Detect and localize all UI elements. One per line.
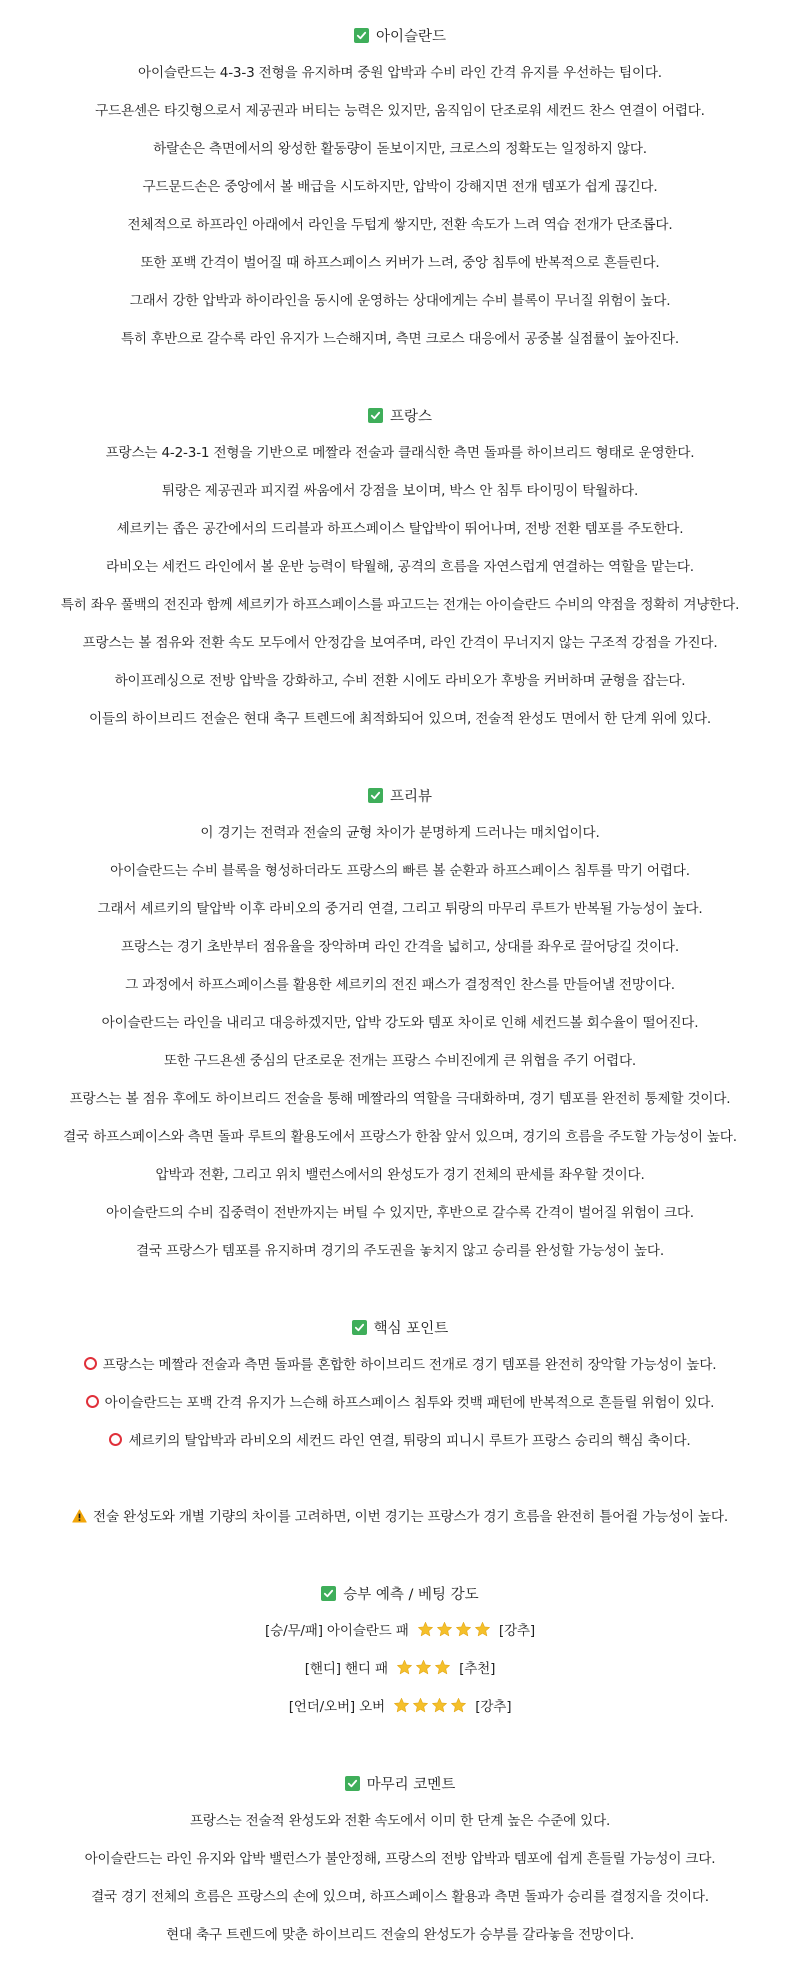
check-icon (345, 1776, 360, 1791)
section-closing (0, 1764, 800, 1954)
section-title-prediction (0, 1574, 800, 1612)
paragraph-line: 구드문드손은 중앙에서 볼 배급을 시도하지만, 압박이 강해지면 전개 템포가 쉽게 끊긴다. (142, 179, 658, 195)
paragraph-line: 압박과 전환, 그리고 위치 밸런스에서의 완성도가 경기 전체의 판세를 좌우할 것이다. (155, 1167, 645, 1183)
pick-label: [언더/오버] 오버 (288, 1699, 385, 1715)
paragraph-line: 결국 프랑스가 템포를 유지하며 경기의 주도권을 놓치지 않고 승리를 완성할 가능성이 높다. (136, 1243, 664, 1259)
key-point-item (0, 1346, 800, 1384)
paragraph-line: 아이슬란드는 4-3-3 전형을 유지하며 중원 압박과 수비 라인 간격 유지를 우선하는 팀이다. (138, 65, 662, 81)
paragraph-line: 이들의 하이브리드 전술은 현대 축구 트렌드에 최적화되어 있으며, 전술적 완성도 면에서 한 단계 위에 있다. (89, 711, 711, 727)
star-icon (396, 1653, 413, 1670)
warning-icon (72, 1500, 87, 1538)
star-rating (395, 1661, 452, 1677)
check-icon (368, 788, 383, 803)
paragraph-line: 그 과정에서 하프스페이스를 활용한 셰르키의 전진 패스가 결정적인 찬스를 만들어낼 전망이다. (125, 977, 675, 993)
warning-text: 전술 완성도와 개별 기량의 차이를 고려하면, 이번 경기는 프랑스가 경기 흐름을 완전히 틀어쥘 가능성이 높다. (93, 1509, 728, 1525)
heading-text: 프랑스 (389, 408, 433, 425)
paragraph-line: 그래서 셰르키의 탈압박 이후 라비오의 중거리 연결, 그리고 튀랑의 마무리 루트가 반복될 가능성이 높다. (97, 901, 703, 917)
paragraph-line: 그래서 강한 압박과 하이라인을 동시에 운영하는 상대에게는 수비 블록이 무너질 위험이 높다. (129, 293, 671, 309)
red-circle-icon (109, 1433, 122, 1446)
paragraph-line: 프랑스는 볼 점유와 전환 속도 모두에서 안정감을 보여주며, 라인 간격이 무너지지 않는 구조적 강점을 가진다. (82, 635, 718, 651)
section-title-closing (0, 1764, 800, 1802)
section-title-iceland (0, 16, 800, 54)
key-point-item (0, 1384, 800, 1422)
paragraph-line: 아이슬란드는 수비 블록을 형성하더라도 프랑스의 빠른 볼 순환과 하프스페이스 침투를 막기 어렵다. (110, 863, 690, 879)
check-icon (368, 408, 383, 423)
red-circle-icon (86, 1395, 99, 1408)
star-rating (416, 1623, 492, 1639)
section-gap (0, 358, 800, 396)
star-icon (434, 1653, 451, 1670)
key-point-text: 셰르키의 탈압박과 라비오의 세컨드 라인 연결, 튀랑의 피니시 루트가 프랑스 승리의 핵심 축이다. (128, 1433, 691, 1449)
heading-text: 프리뷰 (389, 788, 433, 805)
pick-label: [승/무/패] 아이슬란드 패 (265, 1623, 409, 1639)
paragraph-line: 프랑스는 경기 초반부터 점유율을 장악하며 라인 간격을 넓히고, 상대를 좌우로 끌어당길 것이다. (121, 939, 679, 955)
paragraph-line: 또한 포백 간격이 벌어질 때 하프스페이스 커버가 느려, 중앙 침투에 반복적으로 흔들린다. (140, 255, 660, 271)
heading-text: 핵심 포인트 (373, 1320, 449, 1337)
paragraph-line: 하이프레싱으로 전방 압박을 강화하고, 수비 전환 시에도 라비오가 후방을 커버하며 균형을 잡는다. (114, 673, 686, 689)
star-icon (417, 1615, 434, 1632)
paragraph-line: 또한 구드욘센 중심의 단조로운 전개는 프랑스 수비진에게 큰 위협을 주기 어렵다. (163, 1053, 637, 1069)
section-prediction (0, 1574, 800, 1726)
section-title-preview (0, 776, 800, 814)
star-rating (392, 1699, 468, 1715)
key-point-text: 아이슬란드는 포백 간격 유지가 느슨해 하프스페이스 침투와 컷백 패턴에 반복적으로 흔들릴 위험이 있다. (104, 1395, 715, 1411)
pick-grade: [강추] (475, 1699, 512, 1715)
warning-line (0, 1498, 800, 1536)
paragraph-line: 특히 좌우 풀백의 전진과 함께 셰르키가 하프스페이스를 파고드는 전개는 아이슬란드 수비의 약점을 정확히 겨냥한다. (60, 597, 740, 613)
check-icon (321, 1586, 336, 1601)
star-icon (393, 1691, 410, 1708)
section-gap (0, 1270, 800, 1308)
check-icon (352, 1320, 367, 1335)
pick-grade: [추천] (459, 1661, 496, 1677)
star-icon (455, 1615, 472, 1632)
section-warning (0, 1498, 800, 1536)
section-preview (0, 776, 800, 1270)
section-title-france (0, 396, 800, 434)
section-france (0, 396, 800, 738)
heading-text: 마무리 코멘트 (366, 1776, 456, 1793)
star-icon (415, 1653, 432, 1670)
paragraph-line: 구드욘센은 타깃형으로서 제공권과 버티는 능력은 있지만, 움직임이 단조로워 세컨드 찬스 연결이 어렵다. (95, 103, 705, 119)
star-icon (474, 1615, 491, 1632)
section-gap (0, 1460, 800, 1498)
prediction-pick (0, 1688, 800, 1726)
paragraph-line: 특히 후반으로 갈수록 라인 유지가 느슨해지며, 측면 크로스 대응에서 공중볼 실점률이 높아진다. (121, 331, 679, 347)
paragraph-line: 프랑스는 4-2-3-1 전형을 기반으로 메짤라 전술과 클래식한 측면 돌파를 하이브리드 형태로 운영한다. (105, 445, 695, 461)
prediction-pick (0, 1612, 800, 1650)
paragraph-line: 튀랑은 제공권과 피지컬 싸움에서 강점을 보이며, 박스 안 침투 타이밍이 탁월하다. (161, 483, 639, 499)
star-icon (412, 1691, 429, 1708)
section-title-key-points (0, 1308, 800, 1346)
section-gap (0, 1536, 800, 1574)
heading-text: 아이슬란드 (375, 28, 447, 45)
paragraph-line: 라비오는 세컨드 라인에서 볼 운반 능력이 탁월해, 공격의 흐름을 자연스럽게 연결하는 역할을 맡는다. (106, 559, 694, 575)
paragraph-line: 이 경기는 전력과 전술의 균형 차이가 분명하게 드러나는 매치업이다. (200, 825, 600, 841)
paragraph-line: 프랑스는 전술적 완성도와 전환 속도에서 이미 한 단계 높은 수준에 있다. (189, 1813, 611, 1829)
check-icon (354, 28, 369, 43)
paragraph-line: 아이슬란드는 라인 유지와 압박 밸런스가 불안정해, 프랑스의 전방 압박과 템포에 쉽게 흔들릴 가능성이 크다. (84, 1851, 716, 1867)
star-icon (450, 1691, 467, 1708)
star-icon (436, 1615, 453, 1632)
paragraph-line: 하랄손은 측면에서의 왕성한 활동량이 돋보이지만, 크로스의 정확도는 일정하지 않다. (153, 141, 647, 157)
paragraph-line: 결국 경기 전체의 흐름은 프랑스의 손에 있으며, 하프스페이스 활용과 측면 돌파가 승리를 결정지을 것이다. (91, 1889, 709, 1905)
paragraph-line: 셰르키는 좁은 공간에서의 드리블과 하프스페이스 탈압박이 뛰어나며, 전방 전환 템포를 주도한다. (116, 521, 684, 537)
heading-text: 승부 예측 / 베팅 강도 (343, 1586, 479, 1603)
section-gap (0, 1726, 800, 1764)
key-point-text: 프랑스는 메짤라 전술과 측면 돌파를 혼합한 하이브리드 전개로 경기 템포를 완전히 장악할 가능성이 높다. (102, 1357, 717, 1373)
red-circle-icon (84, 1357, 97, 1370)
star-icon (431, 1691, 448, 1708)
pick-label: [핸디] 핸디 패 (304, 1661, 388, 1677)
paragraph-line: 아이슬란드는 라인을 내리고 대응하겠지만, 압박 강도와 템포 차이로 인해 세컨드볼 회수율이 떨어진다. (101, 1015, 699, 1031)
section-key-points (0, 1308, 800, 1460)
article (0, 16, 800, 1967)
paragraph-line: 결국 하프스페이스와 측면 돌파 루트의 활용도에서 프랑스가 한참 앞서 있으며, 경기의 흐름을 주도할 가능성이 높다. (63, 1129, 737, 1145)
prediction-pick (0, 1650, 800, 1688)
paragraph-line: 프랑스는 볼 점유 후에도 하이브리드 전술을 통해 메짤라의 역할을 극대화하며, 경기 템포를 완전히 통제할 것이다. (69, 1091, 731, 1107)
paragraph-line: 아이슬란드의 수비 집중력이 전반까지는 버틸 수 있지만, 후반으로 갈수록 간격이 벌어질 위험이 크다. (106, 1205, 694, 1221)
paragraph-line: 현대 축구 트렌드에 맞춘 하이브리드 전술의 완성도가 승부를 갈라놓을 전망이다. (166, 1927, 634, 1943)
key-point-item (0, 1422, 800, 1460)
section-gap (0, 738, 800, 776)
pick-grade: [강추] (498, 1623, 535, 1639)
paragraph-line: 전체적으로 하프라인 아래에서 라인을 두텁게 쌓지만, 전환 속도가 느려 역습 전개가 단조롭다. (127, 217, 673, 233)
section-iceland (0, 16, 800, 358)
